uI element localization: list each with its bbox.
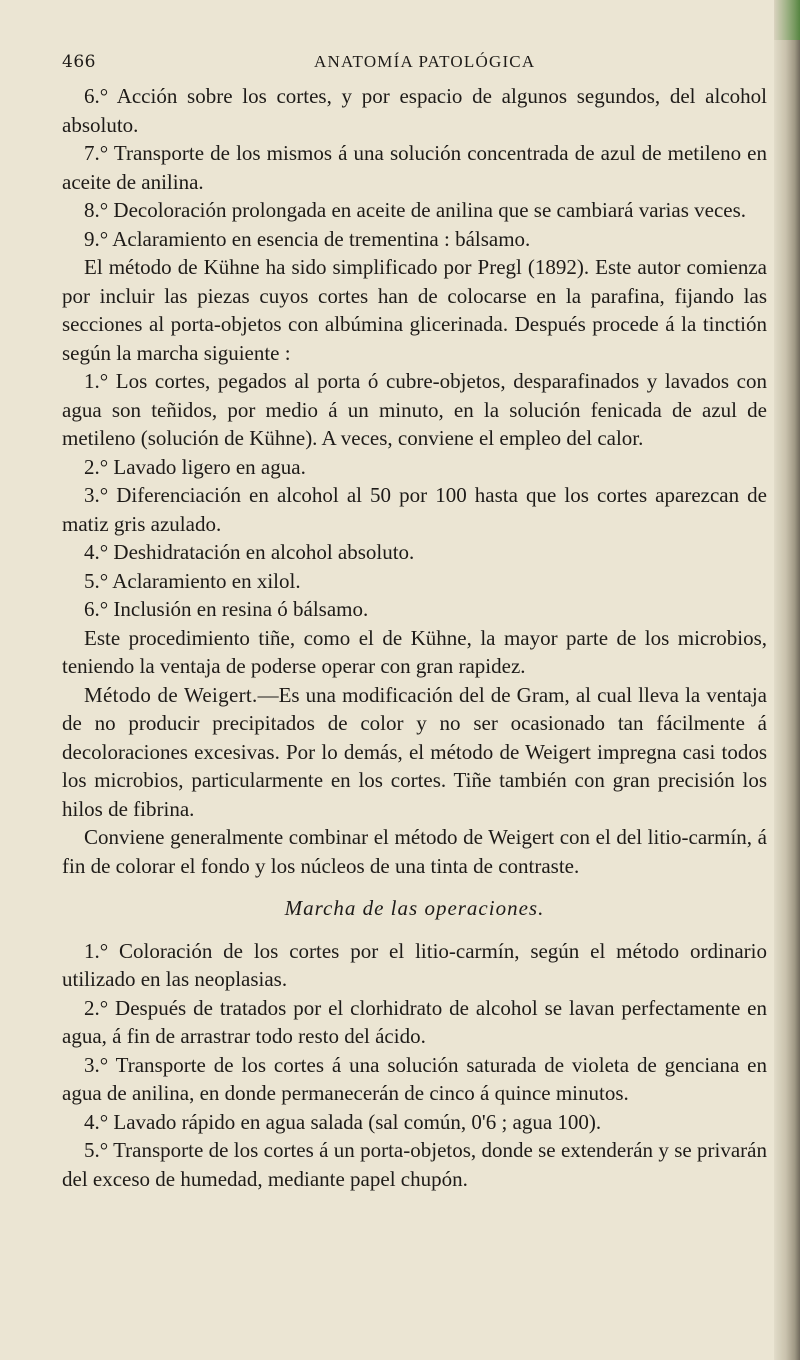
- pregl-step-2-paragraph: 2.° Lavado ligero en agua.: [84, 454, 306, 479]
- body-text: [62, 82, 767, 1193]
- section-heading: Marcha de las operaciones.: [284, 896, 545, 920]
- running-head: ANATOMÍA PATOLÓGICA: [314, 52, 536, 71]
- page-edge-shadow: [774, 0, 800, 1360]
- step-9-paragraph: 9.° Aclaramiento en esencia de trementina : bálsamo.: [84, 226, 531, 251]
- operation-4-paragraph: 4.° Lavado rápido en agua salada (sal común, 0'6 ; agua 100).: [84, 1109, 602, 1134]
- step-6-paragraph: 6.° Acción sobre los cortes, y por espacio de algunos segundos, del alcohol absoluto.: [62, 84, 767, 137]
- pregl-step-6-paragraph: 6.° Inclusión en resina ó bálsamo.: [84, 597, 369, 621]
- operation-3-paragraph: 3.° Transporte de los cortes á una solución saturada de violeta de genciana en agua de anilina, en donde permanecerán de cinco á quince minutos.: [62, 1052, 767, 1105]
- page-header: [62, 52, 762, 76]
- step-8-paragraph: 8.° Decoloración prolongada en aceite de anilina que se cambiará varias veces.: [84, 198, 747, 222]
- pregl-method-paragraph: El método de Kühne ha sido simplificado por Pregl (1892). Este autor comienza por incluir las piezas cuyos cortes han de colocarse en la parafina, fijando las secciones al porta-objetos con albúmina glicerinada. Después procede á la tinctión según la marcha siguiente :: [62, 255, 767, 365]
- weigert-run-in-heading: Método de Weigert.: [84, 682, 258, 707]
- combine-method-paragraph: Conviene generalmente combinar el método de Weigert con el del litio-carmín, á fin de colorar el fondo y los núcleos de una tinta de contraste.: [62, 825, 767, 878]
- page-corner-mark: [774, 0, 800, 40]
- page-number: 466: [62, 52, 96, 72]
- operation-5-paragraph: 5.° Transporte de los cortes á un porta-objetos, donde se extenderán y se privarán del exceso de humedad, mediante papel chupón.: [62, 1138, 767, 1191]
- step-7-paragraph: 7.° Transporte de los mismos á una solución concentrada de azul de metileno en aceite de anilina.: [62, 141, 767, 194]
- pregl-step-4-paragraph: 4.° Deshidratación en alcohol absoluto.: [84, 540, 415, 564]
- pregl-step-5-paragraph: 5.° Aclaramiento en xilol.: [84, 568, 301, 593]
- weigert-method-paragraph: [62, 681, 767, 824]
- weigert-method-text: —Es una modificación del de Gram, al cual lleva la ventaja de no producir precipitados de color y no ser ocasionado tan fácilmente á decoloraciones excesivas. Por lo demás, el método de Weigert impregna casi todos los microbios, particularmente en los cortes. Tiñe también con gran precisión los hilos de fibrina.: [62, 682, 767, 821]
- operation-2-paragraph: 2.° Después de tratados por el clorhidrato de alcohol se lavan perfectamente en agua, á fin de arrastrar todo resto del ácido.: [62, 995, 767, 1048]
- pregl-step-1-paragraph: 1.° Los cortes, pegados al porta ó cubre-objetos, desparafinados y lavados con agua son teñidos, por medio á un minuto, en la solución fenicada de azul de metileno (solución de Kühne). A veces, conviene el empleo del calor.: [62, 369, 767, 450]
- operation-1-paragraph: 1.° Coloración de los cortes por el litio-carmín, según el método ordinario utilizado en las neoplasias.: [62, 938, 767, 991]
- pregl-summary-paragraph: Este procedimiento tiñe, como el de Kühne, la mayor parte de los microbios, teniendo la ventaja de poderse operar con gran rapidez.: [62, 625, 767, 678]
- pregl-step-3-paragraph: 3.° Diferenciación en alcohol al 50 por 100 hasta que los cortes aparezcan de matiz gris azulado.: [62, 483, 767, 536]
